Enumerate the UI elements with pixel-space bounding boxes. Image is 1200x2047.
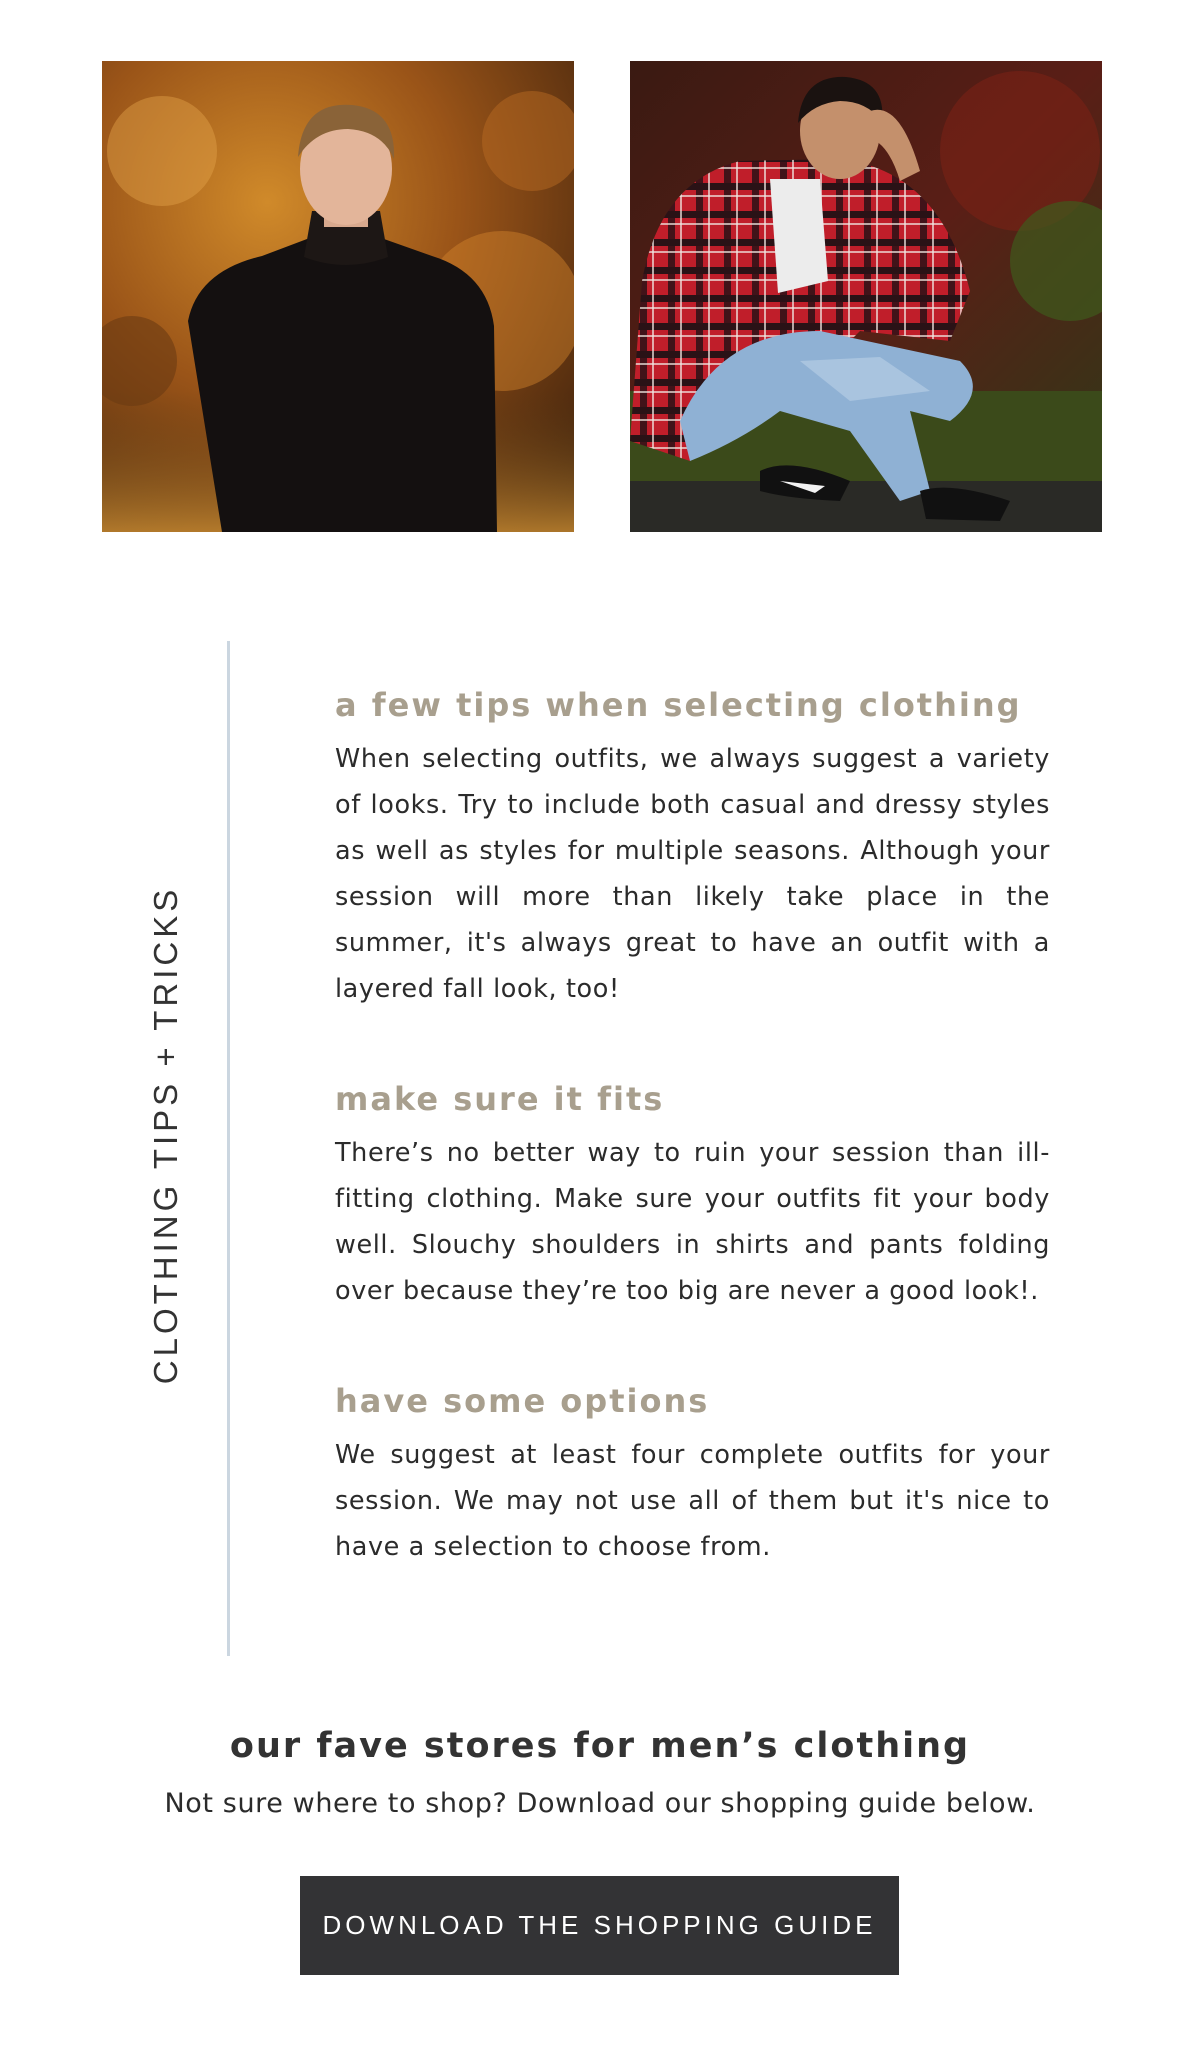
stores-subtext: Not sure where to shop? Download our shopping guide below.: [164, 1788, 1036, 1819]
vertical-divider: [227, 641, 230, 1656]
tip-fit: [335, 1078, 1050, 1314]
tip-body: We suggest at least four complete outfits for your session. We may not use all of them but it's nice to have a selection to choose from.: [335, 1440, 1050, 1562]
photo-plaid-shirt: [630, 61, 1102, 532]
tip-body: When selecting outfits, we always suggest a variety of looks. Try to include both casual and dressy styles as well as styles for multiple seasons. Although your session will more than likely take place in the summer, it's always great to have an outfit with a layered fall look, too!: [335, 744, 1050, 1004]
side-label: CLOTHING TIPS + TRICKS: [147, 885, 184, 1385]
tip-body: There’s no better way to ruin your session than ill-fitting clothing. Make sure your outfits fit your body well. Slouchy shoulders in shirts and pants folding over because they’re too big are never a good look!.: [335, 1138, 1050, 1306]
tip-heading: have some options: [335, 1382, 710, 1420]
stores-heading: our fave stores for men’s clothing: [229, 1726, 971, 1766]
tips-section: [335, 684, 1050, 1636]
download-shopping-guide-button[interactable]: DOWNLOAD THE SHOPPING GUIDE: [300, 1876, 899, 1975]
tip-variety: [335, 684, 1050, 1012]
tip-heading: make sure it fits: [335, 1080, 665, 1118]
photo-turtleneck: [102, 61, 574, 532]
tip-options: [335, 1380, 1050, 1570]
tip-heading: a few tips when selecting clothing: [335, 686, 1022, 724]
